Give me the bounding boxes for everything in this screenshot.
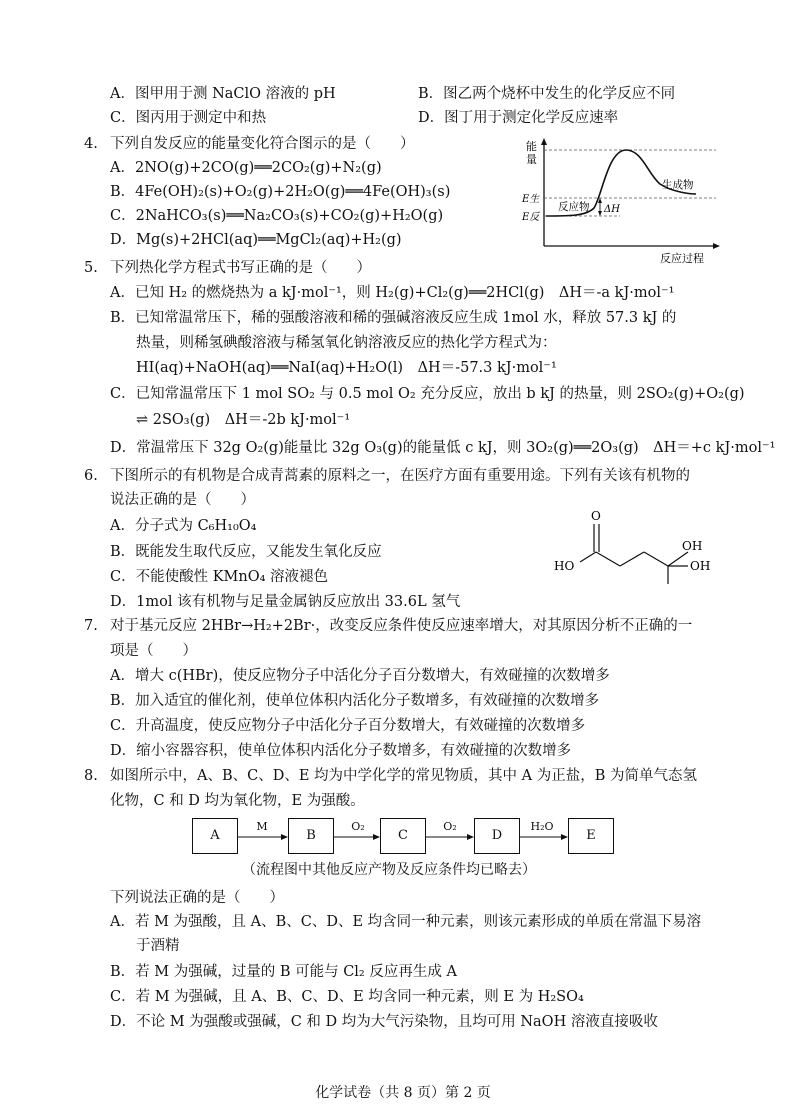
- flow-arrow-4-head: [561, 834, 568, 840]
- atom-o: O: [591, 509, 601, 523]
- q5-option-b-line3: HI(aq)+NaOH(aq)══NaI(aq)+H₂O(l) ΔH＝-57.3 kJ·mol⁻¹: [136, 360, 557, 376]
- q5-option-d: D．常温常压下 32g O₂(g)能量比 32g O₃(g)的能量低 c kJ，则 3O₂(g)══2O₃(g) ΔH＝+c kJ·mol⁻¹: [110, 440, 776, 456]
- q5-stem: 下列热化学方程式书写正确的是（ ）: [110, 260, 371, 276]
- q4-number: 4.: [84, 136, 98, 152]
- diagram-reactant-label: 反应物: [558, 201, 590, 213]
- bond-c2-c3: [620, 552, 644, 566]
- q8-option-a-line1: A．若 M 为强酸，且 A、B、C、D、E 均含同一种元素，则该元素形成的单质在常温下易溶: [110, 914, 702, 930]
- q5-number: 5.: [84, 260, 98, 276]
- page-footer: 化学试卷（共 8 页）第 2 页: [315, 1085, 491, 1101]
- flow-box-c: C: [380, 818, 426, 854]
- q6-number: 6.: [84, 468, 98, 484]
- q8-option-b: B．若 M 为强碱，过量的 B 可能与 Cl₂ 反应再生成 A: [110, 964, 457, 980]
- q7-option-a: A．增大 c(HBr)，使反应物分子中活化分子百分数增大，有效碰撞的次数增多: [110, 668, 610, 684]
- q8-option-d: D．不论 M 为强酸或强碱，C 和 D 均为大气污染物，且均可用 NaOH 溶液直接吸收: [110, 1014, 658, 1030]
- q4-stem: 下列自发反应的能量变化符合图示的是（ ）: [110, 136, 415, 152]
- q3-option-d: D．图丁用于测定化学反应速率: [418, 110, 619, 126]
- q5-option-c-line2: ⇌ 2SO₃(g) ΔH＝-2b kJ·mol⁻¹: [136, 412, 351, 428]
- dh-arrow-head-down: [598, 211, 602, 216]
- atom-oh2: OH: [690, 559, 711, 573]
- q6-option-d: D．1mol 该有机物与足量金属钠反应放出 33.6L 氢气: [110, 594, 461, 610]
- q3-option-b: B．图乙两个烧杯中发生的化学反应不同: [418, 86, 676, 102]
- energy-diagram: [520, 136, 730, 264]
- flow-arrow-2-head: [373, 834, 380, 840]
- diagram-ylabel-top: 能: [526, 140, 537, 153]
- q6-option-a: A．分子式为 C₆H₁₀O₄: [110, 518, 257, 534]
- flow-label-h2o: H₂O: [530, 820, 554, 833]
- q6-stem-line1: 下图所示的有机物是合成青蒿素的原料之一，在医疗方面有重要用途。下列有关该有机物的: [110, 468, 690, 484]
- q8-option-a-line2: 于酒精: [136, 938, 180, 954]
- diagram-ylabel-bottom: 量: [526, 153, 537, 166]
- q5-option-b-line2: 热量，则稀氢碘酸溶液与稀氢氧化钠溶液反应的热化学方程式为：: [136, 335, 557, 351]
- q5-option-c-line1: C．已知常温常压下 1 mol SO₂ 与 0.5 mol O₂ 充分反应，放出 b kJ 的热量，则 2SO₂(g)+O₂(g): [110, 386, 745, 402]
- q7-option-b: B．加入适宜的催化剂，使单位体积内活化分子数增多，有效碰撞的次数增多: [110, 693, 600, 709]
- diagram-x-arrow: [713, 243, 720, 249]
- q8-stem-line3: 下列说法正确的是（ ）: [110, 890, 284, 906]
- q7-option-c: C．升高温度，使反应物分子中活化分子百分数增大，有效碰撞的次数增多: [110, 718, 586, 734]
- q4-option-b: B．4Fe(OH)₂(s)+O₂(g)+2H₂O(g)══4Fe(OH)₃(s): [110, 184, 451, 200]
- q8-stem-line1: 如图所示中，A、B、C、D、E 均为中学化学的常见物质，其中 A 为正盐，B 为简单气态氢: [110, 768, 697, 784]
- flow-arrow-3-head: [467, 834, 474, 840]
- flow-box-d: D: [474, 818, 520, 854]
- flow-box-e: E: [568, 818, 614, 854]
- q7-stem-line2: 项是（ ）: [110, 643, 197, 659]
- q8-number: 8.: [84, 768, 98, 784]
- flow-note: （流程图中其他反应产物及反应条件均已略去）: [242, 862, 536, 878]
- atom-ho: HO: [554, 559, 575, 573]
- diagram-e-reactant: E反: [522, 212, 540, 223]
- q6-stem-line2: 说法正确的是（ ）: [110, 492, 255, 508]
- flow-label-o2-2: O₂: [443, 820, 457, 833]
- diagram-e-product: E生: [522, 194, 540, 205]
- q6-option-b: B．既能发生取代反应，又能发生氧化反应: [110, 544, 382, 560]
- molecule-structure: [546, 508, 726, 588]
- flow-box-b: B: [288, 818, 334, 854]
- flow-box-a: A: [192, 818, 238, 854]
- atom-oh1: OH: [682, 539, 703, 553]
- diagram-xlabel: 反应过程: [660, 252, 704, 264]
- flow-label-m: M: [256, 820, 268, 833]
- diagram-product-label: 生成物: [662, 179, 694, 191]
- diagram-dh-label: ΔH: [604, 204, 620, 215]
- q7-stem-line1: 对于基元反应 2HBr→H₂+2Br·，改变反应条件使反应速率增大，对其原因分析不正确的一: [110, 618, 693, 634]
- q4-option-a: A．2NO(g)+2CO(g)══2CO₂(g)+N₂(g): [110, 160, 382, 176]
- q8-stem-line2: 化物，C 和 D 均为氧化物，E 为强酸。: [110, 793, 365, 809]
- bond-c4-oh1: [668, 552, 688, 566]
- q8-option-c: C．若 M 为强碱，且 A、B、C、D、E 均含同一种元素，则 E 为 H₂SO₄: [110, 989, 584, 1005]
- q4-option-c: C．2NaHCO₃(s)══Na₂CO₃(s)+CO₂(g)+H₂O(g): [110, 208, 444, 224]
- flow-arrow-1-head: [281, 834, 288, 840]
- flow-label-o2-1: O₂: [351, 820, 365, 833]
- q5-option-b-line1: B．已知常温常压下，稀的强酸溶液和稀的强碱溶液反应生成 1mol 水，释放 57.3 kJ 的: [110, 310, 677, 326]
- q3-option-a: A．图甲用于测 NaClO 溶液的 pH: [110, 86, 336, 102]
- q6-option-c: C．不能使酸性 KMnO₄ 溶液褪色: [110, 569, 329, 585]
- q7-option-d: D．缩小容器容积，使单位体积内活化分子数增多，有效碰撞的次数增多: [110, 743, 572, 759]
- bond-c3-c4: [644, 552, 668, 566]
- q5-option-a: A．已知 H₂ 的燃烧热为 a kJ·mol⁻¹，则 H₂(g)+Cl₂(g)══2HCl(g) ΔH＝-a kJ·mol⁻¹: [110, 285, 675, 301]
- q7-number: 7.: [84, 618, 98, 634]
- q3-option-c: C．图丙用于测定中和热: [110, 110, 267, 126]
- bond-c1-oh: [580, 552, 596, 562]
- bond-c1-c2: [596, 552, 620, 566]
- diagram-y-arrow: [541, 138, 547, 145]
- q4-option-d: D．Mg(s)+2HCl(aq)══MgCl₂(aq)+H₂(g): [110, 232, 402, 248]
